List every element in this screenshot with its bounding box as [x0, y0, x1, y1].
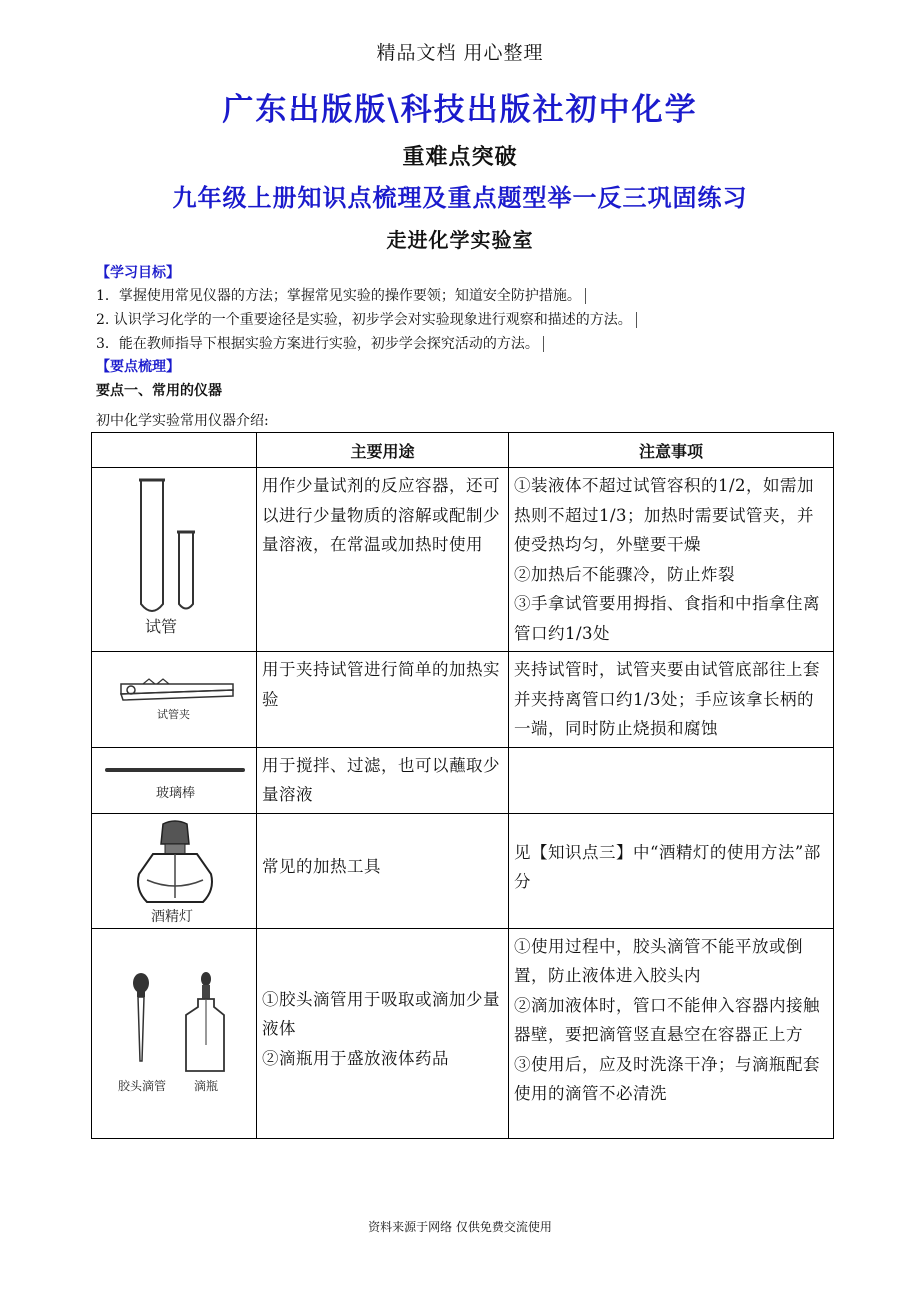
- note-line: ①装液体不超过试管容积的1/2，如需加热则不超过1/3；加热时需要试管夹，并使受热均匀，外壁要干燥: [514, 476, 815, 554]
- image-label: 试管: [145, 617, 178, 636]
- subtitle: 重难点突破: [402, 144, 518, 170]
- goal-item-3: [96, 333, 544, 355]
- table-row: [92, 813, 834, 928]
- table-row: [92, 928, 834, 1138]
- header-cell-image: [92, 433, 257, 468]
- dropper-image: [118, 971, 236, 1099]
- header-cell-notes: 注意事项: [509, 433, 834, 468]
- use-cell: [257, 652, 509, 748]
- notes-cell: [509, 928, 834, 1138]
- table-row: [92, 468, 834, 652]
- image-cell-dropper: [92, 928, 257, 1138]
- instrument-table: [91, 432, 834, 1139]
- image-cell-tube-holder: [92, 652, 257, 748]
- tube-holder-icon: [117, 676, 237, 706]
- main-title: 广东出版版\科技出版社初中化学: [222, 92, 698, 128]
- dropper-icon: [118, 971, 236, 1081]
- use-cell: [257, 813, 509, 928]
- test-tube-image: [137, 476, 217, 642]
- use-cell: [257, 468, 509, 652]
- image-label: 玻璃棒: [156, 785, 196, 801]
- use-text: 用于夹持试管进行简单的加热实验: [262, 660, 500, 709]
- points-subheading: 要点一、常用的仪器: [96, 383, 222, 399]
- use-line: ②滴瓶用于盛放液体药品: [262, 1048, 449, 1068]
- use-cell: [257, 747, 509, 813]
- image-label: 滴瓶: [194, 1078, 219, 1093]
- notes-text: [509, 929, 833, 1112]
- goal-item-1: [96, 285, 586, 307]
- note-line: ③手拿试管要用拇指、食指和中指拿住离管口约1/3处: [514, 594, 820, 643]
- note-line: ③使用后，应及时洗涤干净；与滴瓶配套使用的滴管不必清洗: [514, 1054, 820, 1103]
- use-text: 用于搅拌、过滤，也可以蘸取少量溶液: [262, 755, 500, 804]
- goal-text: 3．能在教师指导下根据实验方案进行实验，初步学会探究活动的方法。: [96, 336, 544, 352]
- image-label: 试管夹: [157, 708, 190, 721]
- use-text: 用作少量试剂的反应容器，还可以进行少量物质的溶解或配制少量溶液，在常温或加热时使用: [262, 476, 500, 554]
- use-cell: [257, 928, 509, 1138]
- subtitle-grade: 九年级上册知识点梳理及重点题型举一反三巩固练习: [172, 183, 748, 212]
- use-text: [257, 929, 508, 1077]
- table-row: [92, 747, 834, 813]
- header-cell-use: 主要用途: [257, 433, 509, 468]
- glass-rod-icon: [104, 763, 246, 777]
- use-text: 常见的加热工具: [262, 856, 381, 876]
- page-footer: 资料来源于网络 仅供免费交流使用: [368, 1220, 552, 1234]
- points-intro: 初中化学实验常用仪器介绍:: [96, 413, 269, 429]
- notes-cell: [509, 652, 834, 748]
- alcohol-lamp-image: [125, 818, 225, 926]
- goal-text: 2. 认识学习化学的一个重要途径是实验，初步学会对实验现象进行观察和描述的方法。: [96, 312, 637, 328]
- goal-item-2: [96, 309, 637, 331]
- table-row: [92, 652, 834, 748]
- image-cell-alcohol-lamp: [92, 813, 257, 928]
- glass-rod-image: [104, 762, 246, 806]
- note-line: ②滴加液体时，管口不能伸入容器内接触器壁，要把滴管竖直悬空在容器正上方: [514, 995, 820, 1044]
- alcohol-lamp-icon: [125, 818, 225, 910]
- tube-holder-image: [117, 676, 237, 726]
- image-label: 胶头滴管: [118, 1078, 167, 1093]
- page-header-note: 精品文档 用心整理: [376, 42, 544, 64]
- use-line: ①胶头滴管用于吸取或滴加少量液体: [262, 989, 500, 1038]
- notes-text: 见【知识点三】中“酒精灯的使用方法”部分: [514, 842, 821, 891]
- lesson-title: 走进化学实验室: [386, 228, 534, 252]
- goals-heading: 【学习目标】: [96, 265, 180, 281]
- note-line: ①使用过程中，胶头滴管不能平放或倒置，防止液体进入胶头内: [514, 936, 803, 985]
- notes-text: 夹持试管时，试管夹要由试管底部往上套并夹持离管口约1/3处；手应该拿长柄的一端，同时防止烧损和腐蚀: [514, 660, 820, 738]
- image-cell-glass-rod: [92, 747, 257, 813]
- table-header-row: [92, 433, 834, 468]
- notes-cell: [509, 747, 834, 813]
- notes-cell: [509, 468, 834, 652]
- notes-cell: [509, 813, 834, 928]
- note-line: ②加热后不能骤冷，防止炸裂: [514, 564, 735, 584]
- image-cell-test-tube: [92, 468, 257, 652]
- image-label: 酒精灯: [151, 908, 193, 925]
- goal-text: 1．掌握使用常见仪器的方法；掌握常见实验的操作要领；知道安全防护措施。: [96, 288, 586, 304]
- points-heading: 【要点梳理】: [96, 359, 180, 375]
- notes-text: [509, 468, 833, 651]
